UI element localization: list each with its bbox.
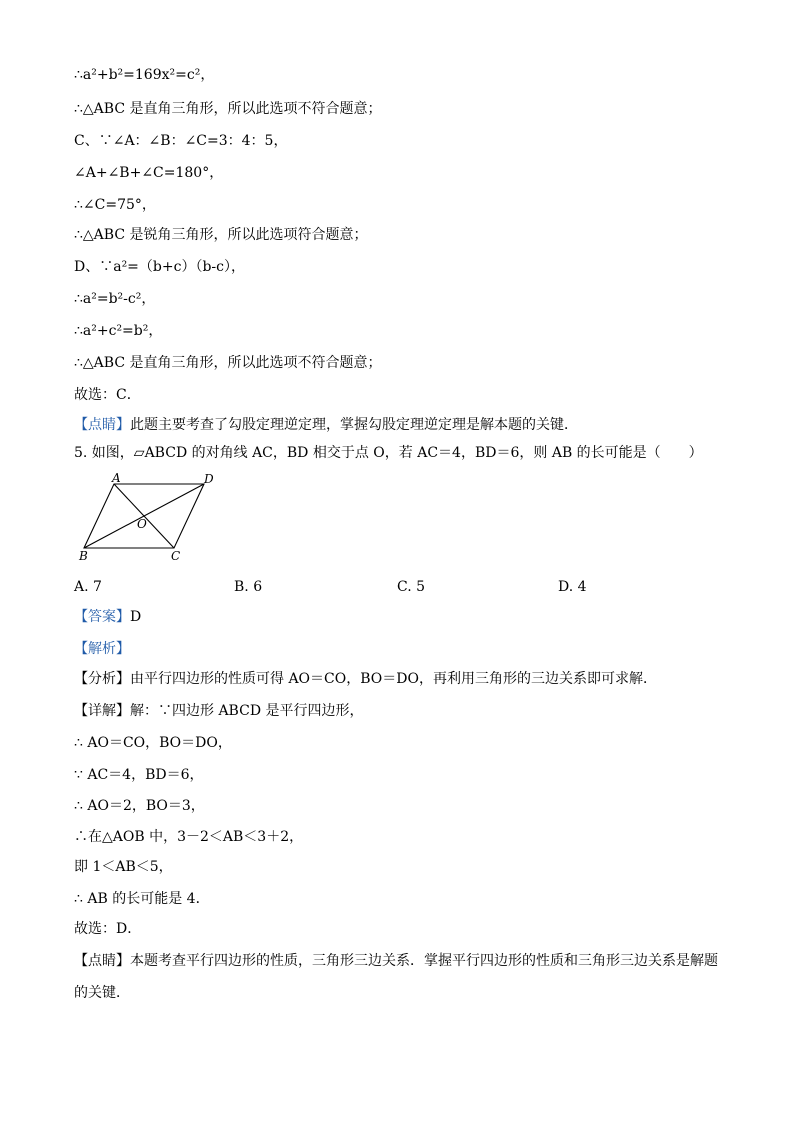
comment-text: 本题考查平行四边形的性质，三角形三边关系．掌握平行四边形的性质和三角形三边关系是解题 (130, 953, 718, 969)
solution-line: ∴△ABC 是直角三角形，所以此选项不符合题意； (74, 355, 382, 371)
answer-tag: 【答案】 (74, 609, 130, 625)
solution-line: 故选：C． (74, 387, 141, 403)
solution-line: ∠A+∠B+∠C=180°， (74, 165, 224, 181)
xiangjie-line (74, 702, 364, 720)
vertex-label-d: D (204, 472, 214, 486)
solution-line: D、∵a²=（b+c）（b-c）， (74, 259, 245, 275)
solution-line: C、∵∠A：∠B：∠C=3：4：5， (74, 133, 288, 149)
diagonal-bd (84, 484, 204, 548)
question-text: 5. 如图，▱ABCD 的对角线 AC，BD 相交于点 O，若 AC＝4，BD＝6，则 AB 的长可能是（ ） (74, 445, 703, 461)
step-line: ∴ AB 的长可能是 4． (74, 891, 210, 907)
answer-line (74, 608, 141, 626)
answer-text: D (130, 609, 142, 625)
analysis-tag: 【解析】 (74, 641, 130, 657)
option-c: C. 5 (397, 579, 426, 595)
comment-line-continued: 的关键． (74, 985, 130, 1001)
vertex-label-a: A (112, 471, 121, 485)
solution-line: ∴a²+b²=169x²=c²， (74, 67, 215, 83)
step-line: ∴ AO＝CO，BO＝DO， (74, 735, 232, 751)
solution-line: ∴△ABC 是直角三角形，所以此选项不符合题意； (74, 101, 382, 117)
step-line: 故选：D． (74, 921, 142, 937)
point-label-o: O (137, 517, 147, 531)
solution-line: ∴∠C=75°， (74, 197, 156, 213)
parallelogram-figure (70, 470, 230, 562)
comment-line (74, 416, 578, 434)
step-line: ∵ AC＝4，BD＝6， (74, 767, 204, 783)
comment-tag: 【点睛】 (74, 417, 130, 433)
option-d: D. 4 (558, 579, 587, 595)
vertex-label-c: C (171, 549, 181, 562)
option-b: B. 6 (234, 579, 263, 595)
comment-text: 此题主要考查了勾股定理逆定理，掌握勾股定理逆定理是解本题的关键． (130, 417, 578, 433)
solution-line: ∴△ABC 是锐角三角形，所以此选项符合题意； (74, 227, 368, 243)
xiangjie-text: 解：∵四边形 ABCD 是平行四边形， (130, 703, 364, 719)
solution-line: ∴a²=b²-c²， (74, 291, 156, 307)
step-line: 即 1＜AB＜5， (74, 859, 173, 875)
step-line: ∴在△AOB 中，3－2＜AB＜3＋2， (74, 829, 304, 845)
option-a: A. 7 (74, 579, 102, 595)
solution-line: ∴a²+c²=b²， (74, 323, 163, 339)
comment-line (74, 952, 718, 970)
vertex-label-b: B (79, 549, 88, 562)
xiangjie-tag: 【详解】 (74, 703, 130, 719)
comment-tag: 【点睛】 (74, 953, 130, 969)
fenxi-tag: 【分析】 (74, 671, 130, 687)
step-line: ∴ AO＝2，BO＝3， (74, 798, 205, 814)
fenxi-line (74, 670, 657, 688)
fenxi-text: 由平行四边形的性质可得 AO＝CO，BO＝DO，再利用三角形的三边关系即可求解． (130, 671, 657, 687)
